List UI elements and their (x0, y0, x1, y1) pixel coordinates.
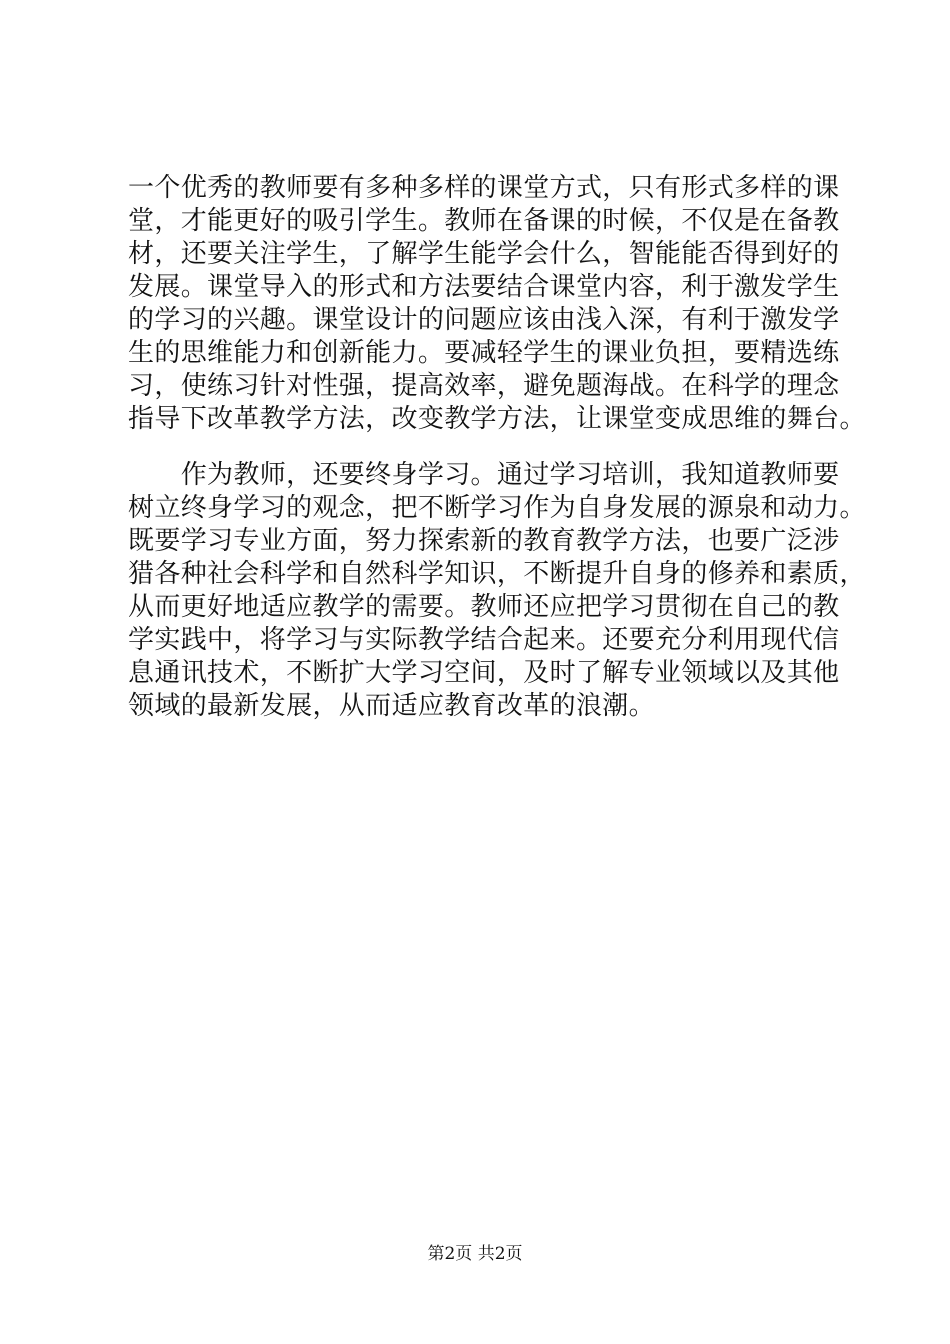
text-line: 从而更好地适应教学的需要。教师还应把学习贯彻在自己的教 (128, 592, 840, 622)
text-line: 生的思维能力和创新能力。要减轻学生的课业负担，要精选练 (128, 338, 840, 368)
text-line: 学实践中，将学习与实际教学结合起来。还要充分利用现代信 (128, 625, 840, 655)
text-line: 材，还要关注学生，了解学生能学会什么，智能能否得到好的 (128, 239, 840, 269)
text-line: 习，使练习针对性强，提高效率，避免题海战。在科学的理念 (128, 371, 840, 401)
paragraph-2 (128, 459, 866, 723)
page-footer: 第2页 共2页 (427, 1244, 523, 1264)
text-line: 的学习的兴趣。课堂设计的问题应该由浅入深，有利于激发学 (128, 305, 840, 335)
text-line: 一个优秀的教师要有多种多样的课堂方式，只有形式多样的课 (128, 173, 840, 203)
paragraph-1 (128, 172, 866, 436)
text-line: 树立终身学习的观念，把不断学习作为自身发展的源泉和动力。 (128, 493, 866, 523)
text-line: 息通讯技术，不断扩大学习空间，及时了解专业领域以及其他 (128, 658, 840, 688)
text-line: 指导下改革教学方法，改变教学方法，让课堂变成思维的舞台。 (128, 404, 866, 434)
text-line: 作为教师，还要终身学习。通过学习培训，我知道教师要 (128, 460, 840, 490)
text-line: 发展。课堂导入的形式和方法要结合课堂内容，利于激发学生 (128, 272, 840, 302)
text-line: 堂，才能更好的吸引学生。教师在备课的时候，不仅是在备教 (128, 206, 840, 236)
paragraph-spacer (128, 436, 848, 459)
document-body (128, 172, 866, 723)
text-line: 领域的最新发展，从而适应教育改革的浪潮。 (128, 691, 656, 721)
text-line: 猎各种社会科学和自然科学知识，不断提升自身的修养和素质， (128, 559, 866, 589)
text-line: 既要学习专业方面，努力探索新的教育教学方法，也要广泛涉 (128, 526, 840, 556)
